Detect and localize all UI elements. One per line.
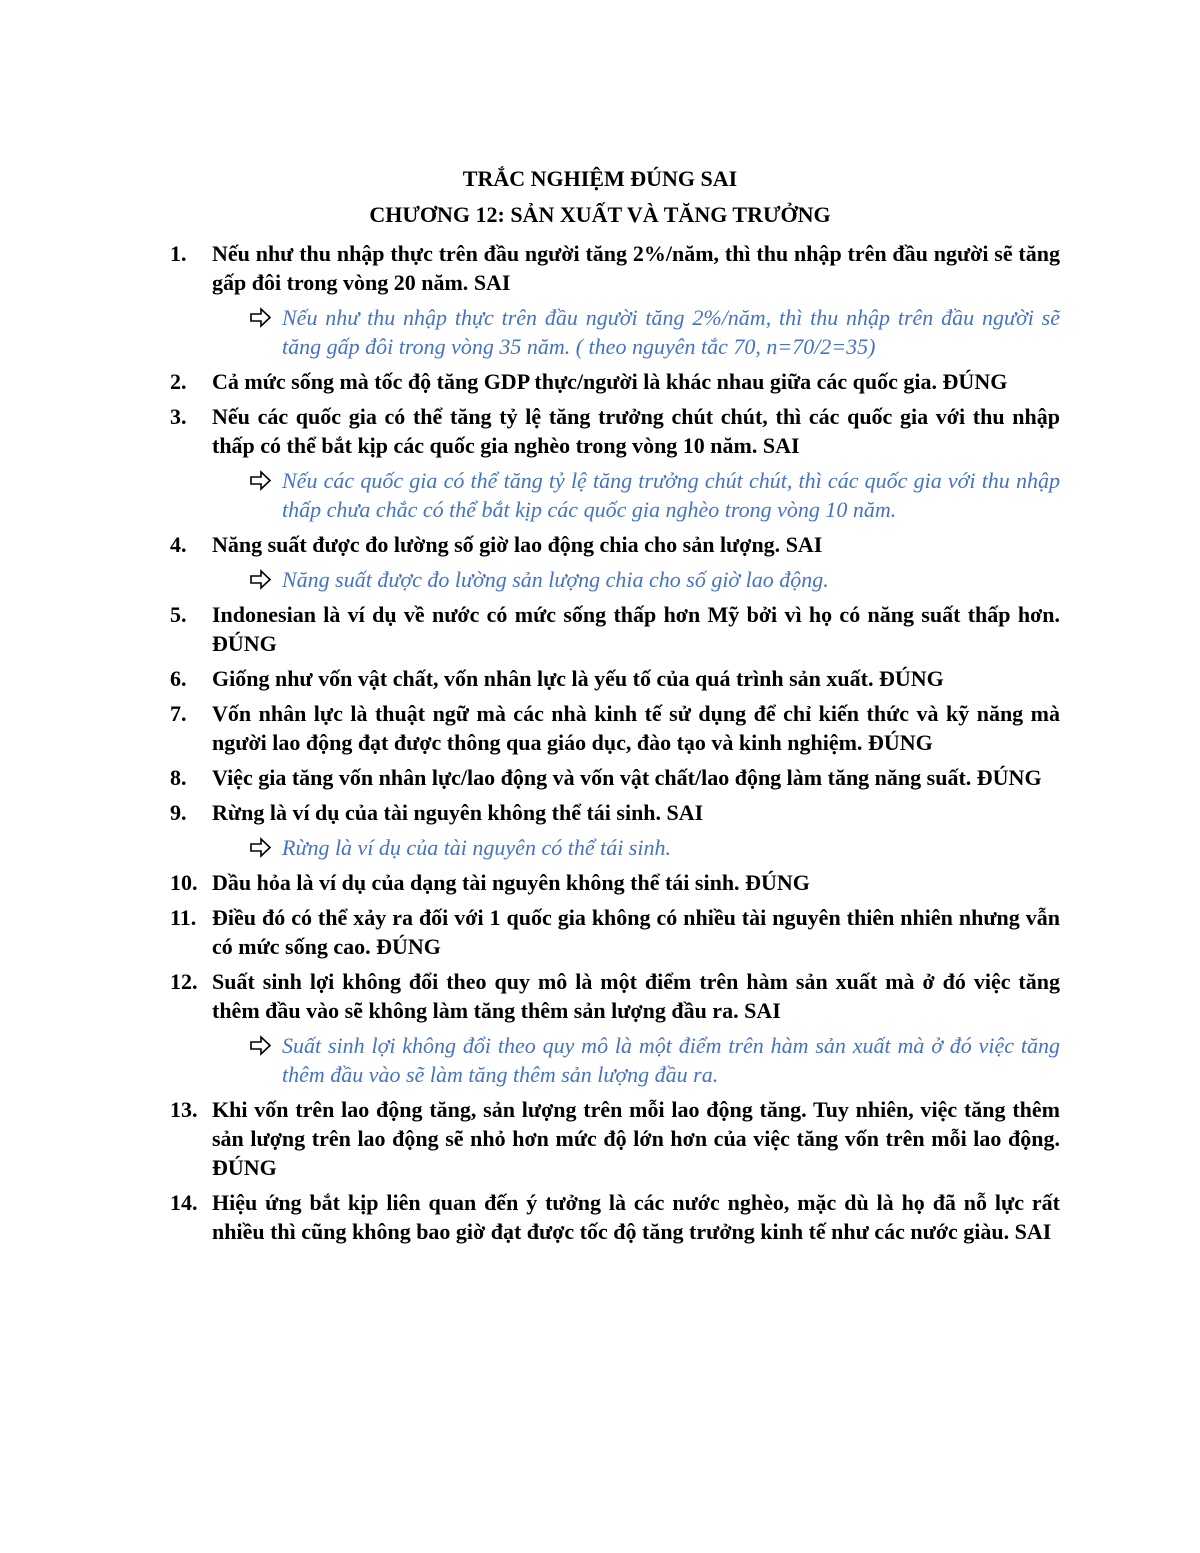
chapter-title: CHƯƠNG 12: SẢN XUẤT VÀ TĂNG TRƯỞNG <box>369 202 831 227</box>
right-arrow-icon <box>248 303 274 332</box>
answer-label: SAI <box>1014 1219 1052 1244</box>
question-number: 4. <box>170 532 187 557</box>
question-item <box>170 367 1060 396</box>
correction-note <box>282 303 1060 361</box>
question-text: Indonesian là ví dụ về nước có mức sống thấp hơn Mỹ bởi vì họ có năng suất thấp hơn. <box>212 602 1060 627</box>
answer-label: SAI <box>785 532 823 557</box>
question-text: Điều đó có thể xảy ra đối với 1 quốc gia không có nhiều tài nguyên thiên nhiên nhưng vẫn có mức sống cao. <box>212 905 1060 959</box>
answer-label: SAI <box>473 270 511 295</box>
answer-label: ĐÚNG <box>212 1155 277 1180</box>
answer-label: ĐÚNG <box>878 666 944 691</box>
correction-note <box>282 1031 1060 1089</box>
question-text: Suất sinh lợi không đổi theo quy mô là một điểm trên hàm sản xuất mà ở đó việc tăng thêm đầu vào sẽ không làm tăng thêm sản lượng đầu ra. <box>212 969 1060 1023</box>
answer-label: ĐÚNG <box>942 369 1008 394</box>
question-item <box>170 967 1060 1025</box>
question-number: 9. <box>170 800 187 825</box>
answer-label: SAI <box>744 998 781 1023</box>
question-item <box>170 402 1060 460</box>
question-number: 13. <box>170 1097 198 1122</box>
question-text: Hiệu ứng bắt kịp liên quan đến ý tưởng là các nước nghèo, mặc dù là họ đã nỗ lực rất nhiều thì cũng không bao giờ đạt được tốc độ tăng trưởng kinh tế như các nước giàu. <box>212 1190 1060 1244</box>
question-text: Dầu hỏa là ví dụ của dạng tài nguyên không thể tái sinh. <box>212 870 740 895</box>
question-list <box>170 239 1060 1252</box>
question-text: Rừng là ví dụ của tài nguyên không thể tái sinh. <box>212 800 662 825</box>
question-item <box>170 239 1060 297</box>
question-number: 3. <box>170 404 187 429</box>
question-text: Giống như vốn vật chất, vốn nhân lực là yếu tố của quá trình sản xuất. <box>212 666 874 691</box>
question-number: 6. <box>170 666 187 691</box>
question-number: 12. <box>170 969 198 994</box>
correction-note <box>282 833 1060 862</box>
answer-label: ĐÚNG <box>867 730 933 755</box>
right-arrow-icon <box>248 1031 274 1060</box>
question-number: 10. <box>170 870 198 895</box>
question-number: 14. <box>170 1190 198 1215</box>
question-item <box>170 763 1060 792</box>
question-number: 1. <box>170 241 187 266</box>
question-item <box>170 664 1060 693</box>
question-number: 5. <box>170 602 187 627</box>
answer-label: SAI <box>666 800 704 825</box>
question-number: 11. <box>170 905 197 930</box>
question-item <box>170 903 1060 961</box>
answer-label: ĐÚNG <box>212 631 277 656</box>
question-item <box>170 600 1060 658</box>
question-text: Khi vốn trên lao động tăng, sản lượng trên mỗi lao động tăng. Tuy nhiên, việc tăng thêm sản lượng trên lao động sẽ nhỏ hơn mức độ lớn hơn của việc tăng vốn trên mỗi lao động. <box>212 1097 1060 1151</box>
question-item <box>170 798 1060 827</box>
correction-text: Rừng là ví dụ của tài nguyên có thể tái sinh. <box>282 835 671 860</box>
correction-text: Nếu các quốc gia có thể tăng tỷ lệ tăng trưởng chút chút, thì các quốc gia với thu nhập thấp chưa chắc có thể bắt kịp các quốc gia nghèo trong vòng 10 năm. <box>282 468 1060 522</box>
question-item <box>170 1188 1060 1246</box>
question-number: 2. <box>170 369 187 394</box>
correction-text: Suất sinh lợi không đổi theo quy mô là một điểm trên hàm sản xuất mà ở đó việc tăng thêm đầu vào sẽ làm tăng thêm sản lượng đầu ra. <box>282 1033 1060 1087</box>
question-number: 7. <box>170 701 187 726</box>
question-text: Cả mức sống mà tốc độ tăng GDP thực/người là khác nhau giữa các quốc gia. <box>212 369 938 394</box>
correction-note <box>282 466 1060 524</box>
right-arrow-icon <box>248 565 274 594</box>
answer-label: ĐÚNG <box>376 934 441 959</box>
question-item <box>170 530 1060 559</box>
question-item <box>170 699 1060 757</box>
question-text: Năng suất được đo lường số giờ lao động chia cho sản lượng. <box>212 532 781 557</box>
right-arrow-icon <box>248 833 274 862</box>
question-item <box>170 1095 1060 1182</box>
question-text: Nếu như thu nhập thực trên đầu người tăng 2%/năm, thì thu nhập trên đầu người sẽ tăng gấp đôi trong vòng 20 năm. <box>212 241 1060 295</box>
question-text: Việc gia tăng vốn nhân lực/lao động và vốn vật chất/lao động làm tăng năng suất. <box>212 765 972 790</box>
question-number: 8. <box>170 765 187 790</box>
answer-label: ĐÚNG <box>976 765 1042 790</box>
correction-note <box>282 565 1060 594</box>
right-arrow-icon <box>248 466 274 495</box>
correction-text: Nếu như thu nhập thực trên đầu người tăng 2%/năm, thì thu nhập trên đầu người sẽ tăng gấp đôi trong vòng 35 năm. ( theo nguyên tắc 70, n=70/2=35) <box>282 305 1060 359</box>
answer-label: SAI <box>762 433 800 458</box>
question-item <box>170 868 1060 897</box>
page-title: TRẮC NGHIỆM ĐÚNG SAI <box>462 166 738 191</box>
question-text: Nếu các quốc gia có thể tăng tỷ lệ tăng trưởng chút chút, thì các quốc gia với thu nhập thấp có thể bắt kịp các quốc gia nghèo trong vòng 10 năm. <box>212 404 1060 458</box>
correction-text: Năng suất được đo lường sản lượng chia cho số giờ lao động. <box>282 567 829 592</box>
answer-label: ĐÚNG <box>745 870 810 895</box>
question-text: Vốn nhân lực là thuật ngữ mà các nhà kinh tế sử dụng để chỉ kiến thức và kỹ năng mà người lao động đạt được thông qua giáo dục, đào tạo và kinh nghiệm. <box>212 701 1060 755</box>
